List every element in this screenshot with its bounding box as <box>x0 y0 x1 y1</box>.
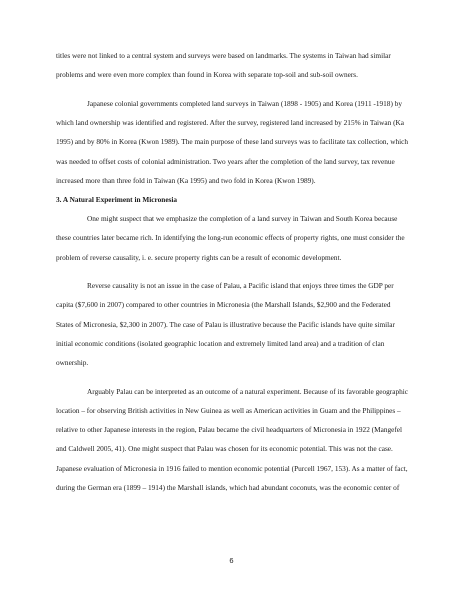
page-number: 6 <box>229 556 234 565</box>
paragraph-reverse-causality-intro: One might suspect that we emphasize the completion of a land survey in Taiwan and South Korea because these countries later became rich. In identifying the long-run economic effects of property rights, one must consider the problem of reverse causality, i. e. secure property rights can be a result of economic development. <box>56 214 405 262</box>
paragraph-land-surveys: Japanese colonial governments completed land surveys in Taiwan (1898 - 1905) and Korea (1911 -1918) by which land ownership was identified and registered. After the survey, registered land increased by 215% in Taiwan (Ka 1995) and by 80% in Korea (Kwon 1989). The main purpose of these land surveys was to facilitate tax collection, which was needed to offset costs of colonial administration. Two years after the completion of the land survey, tax revenue increased more than three fold in Taiwan (Ka 1995) and two fold in Korea (Kwon 1989). <box>56 98 409 185</box>
body-text <box>56 46 409 497</box>
paragraph-palau-gdp: Reverse causality is not an issue in the case of Palau, a Pacific island that enjoys three times the GDP per capita ($7,600 in 2007) compared to other countries in Micronesia (the Marshall Islands, $2,900 and the Federated States of Micronesia, $2,300 in 2007). The case of Palau is illustrative because the Pacific islands have quite similar initial economic conditions (isolated geographic location and extremely limited land area) and a tradition of clan ownership. <box>56 281 395 368</box>
section-heading: 3. A Natural Experiment in Micronesia <box>56 194 178 204</box>
paragraph-continuation: titles were not linked to a central system and surveys were based on landmarks. The systems in Taiwan had similar problems and were even more complex than found in Korea with separate top-soil and sub-soil owners. <box>56 51 391 80</box>
paragraph-natural-experiment: Arguably Palau can be interpreted as an outcome of a natural experiment. Because of its favorable geographic location – for observing British activities in New Guinea as well as American activities in Guam and the Philippines – relative to other Japanese interests in the region, Palau became the civil headquarters of Micronesia in 1922 (Mangefel and Caldwell 2005, 41). One might suspect that Palau was chosen for its economic potential. This was not the case. Japanese evaluation of Micronesia in 1916 failed to mention economic potential (Purcell 1967, 153). As a matter of fact, during the German era (1899 – 1914) the Marshall islands, which had abundant coconuts, was the economic center of <box>56 386 409 492</box>
